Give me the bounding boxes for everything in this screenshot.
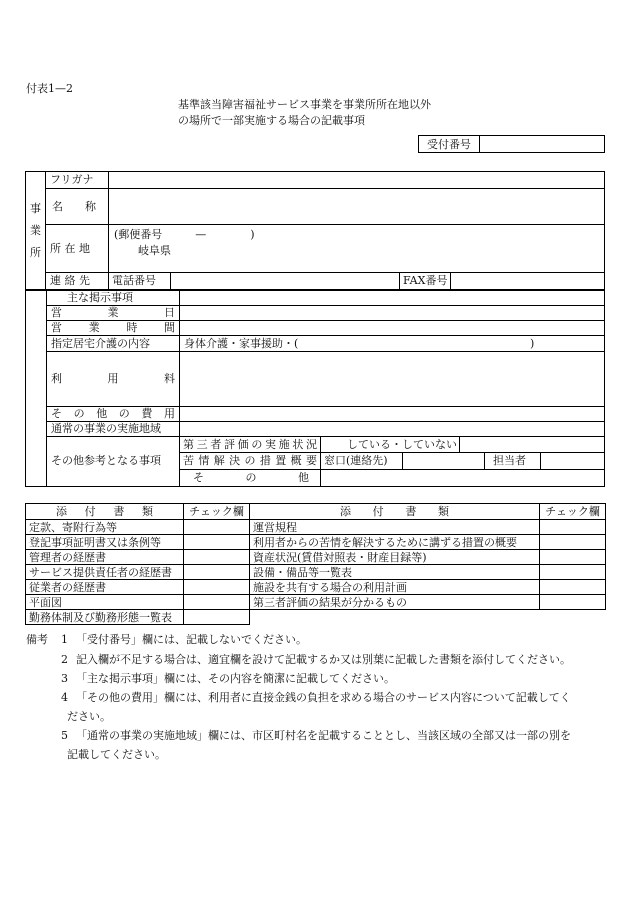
note-4-text: 「その他の費用」欄には、利用者に直接金銭の負担を求める場合のサービス内容について記載してく: [76, 691, 571, 704]
business-hours-row[interactable]: [47, 321, 604, 336]
attachment-check-left-3[interactable]: [184, 550, 250, 565]
address-row[interactable]: [46, 224, 604, 273]
attachment-check-right-7: [540, 610, 606, 625]
office-side-char-2: 業: [30, 224, 41, 237]
attachment-right-5: 施設を共有する場合の利用計画: [250, 580, 540, 595]
fee-label: 利 用 料: [51, 372, 175, 385]
note-3-text: 「主な掲示事項」欄には、その内容を簡潔に記載してください。: [76, 672, 395, 685]
note-1-number: 1: [61, 633, 68, 646]
service-content-close: ): [530, 337, 535, 350]
attachment-check-left-7[interactable]: [184, 610, 250, 625]
person-in-charge-field[interactable]: [541, 453, 604, 469]
address-label: 所 在 地: [50, 242, 90, 255]
attachment-check-left-4[interactable]: [184, 565, 250, 580]
business-days-row[interactable]: [47, 306, 604, 321]
attachment-right-7: [250, 610, 540, 625]
attachment-check-right-4[interactable]: [540, 565, 606, 580]
complaint-window-label: 窓口(連絡先): [324, 454, 388, 467]
attachments-table: [25, 503, 606, 625]
note-3-number: 3: [61, 672, 68, 685]
page-title-line1: 基準該当障害福祉サービス事業を事業所所在地以外: [178, 98, 431, 111]
attachment-left-1: 定款、寄附行為等: [26, 520, 184, 535]
page-title-line2: の場所で一部実施する場合の記載事項: [178, 114, 365, 127]
complaint-label: 苦情解決の措置概要: [183, 454, 317, 467]
office-side-char-1: 事: [30, 202, 41, 215]
furigana-row: [46, 172, 604, 189]
contact-label: 連 絡 先: [50, 274, 90, 287]
attachments-header-docs-left: 添 付 書 類: [26, 504, 184, 520]
attachments-header-check-left: チェック欄: [184, 504, 250, 520]
office-side-label: [26, 172, 46, 289]
fee-row[interactable]: [47, 352, 604, 407]
attachment-check-right-6[interactable]: [540, 595, 606, 610]
name-row[interactable]: [46, 188, 604, 225]
third-party-label: 第三者評価の実施状況: [183, 438, 317, 451]
phone-field[interactable]: [171, 272, 399, 289]
third-party-value[interactable]: している・していない: [347, 438, 457, 451]
service-area-row[interactable]: [47, 422, 604, 437]
prefecture: 岐阜県: [138, 244, 171, 257]
attachment-right-1: 運営規程: [250, 520, 540, 535]
attachments-header-check-right: チェック欄: [540, 504, 606, 520]
fax-field[interactable]: [451, 272, 604, 289]
attachment-check-left-2[interactable]: [184, 535, 250, 550]
attachments-header-docs-right: 添 付 書 類: [250, 504, 540, 520]
name-label: 名 称: [52, 200, 96, 213]
furigana-label: フリガナ: [50, 173, 94, 186]
attachment-check-left-1[interactable]: [184, 520, 250, 535]
note-2-text: 記入欄が不足する場合は、適宜欄を設けて記載するか又は別葉に記載した書類を添付してください。: [76, 653, 571, 666]
other-cost-label: その他の費用: [51, 407, 175, 420]
service-area-label: 通常の事業の実施地域: [51, 422, 161, 435]
business-days-label: 営 業 日: [51, 306, 175, 319]
reception-number-label: 受付番号: [419, 136, 480, 153]
attachment-left-7: 勤務体制及び勤務形態一覧表: [26, 610, 184, 625]
notes-label: 備考: [26, 633, 48, 646]
service-content-value: 身体介護・家事援助・(: [184, 337, 299, 350]
attachment-check-left-5[interactable]: [184, 580, 250, 595]
office-side-char-3: 所: [30, 246, 41, 259]
phone-label: 電話番号: [112, 274, 156, 287]
note-4-number: 4: [61, 691, 68, 704]
attachment-left-5: 従業者の経歴書: [26, 580, 184, 595]
attachment-right-4: 設備・備品等一覧表: [250, 565, 540, 580]
complaint-window-field[interactable]: [403, 453, 483, 469]
other-ref-label: その他参考となる事項: [51, 454, 161, 467]
attachment-check-left-6[interactable]: [184, 595, 250, 610]
fax-label: FAX番号: [403, 274, 448, 287]
attachment-check-right-2[interactable]: [540, 535, 606, 550]
note-5-continuation: 記載してください。: [67, 748, 166, 761]
office-section: [25, 171, 605, 487]
attachment-left-6: 平面図: [26, 595, 184, 610]
reception-number-box: [418, 135, 605, 153]
reception-number-field[interactable]: [480, 136, 605, 153]
business-hours-label: 営 業 時 間: [51, 321, 175, 334]
note-5-text: 「通常の事業の実施地域」欄には、市区町村名を記載することとし、当該区域の全部又は一部の別を: [76, 729, 571, 742]
note-4-continuation: ださい。: [67, 710, 111, 723]
attachment-check-right-1[interactable]: [540, 520, 606, 535]
attachment-left-4: サービス提供責任者の経歴書: [26, 565, 184, 580]
form-id: 付表1—2: [26, 82, 73, 95]
attachment-right-6: 第三者評価の結果が分かるもの: [250, 595, 540, 610]
note-1-text: 「受付番号」欄には、記載しないでください。: [76, 633, 307, 646]
attachment-check-right-3[interactable]: [540, 550, 606, 565]
attachment-left-3: 管理者の経歴書: [26, 550, 184, 565]
person-in-charge-label: 担当者: [493, 454, 526, 467]
contact-row: [46, 272, 604, 289]
notice-header: 主な掲示事項: [67, 291, 133, 304]
attachment-left-2: 登記事項証明書又は条例等: [26, 535, 184, 550]
other-cost-row[interactable]: [47, 407, 604, 422]
attachment-right-3: 資産状況(賃借対照表・財産目録等): [250, 550, 540, 565]
attachment-check-right-5[interactable]: [540, 580, 606, 595]
service-content-row[interactable]: [47, 336, 604, 352]
other-ref-block: [47, 437, 604, 486]
postal-code: (郵便番号 — ): [114, 228, 255, 241]
note-5-number: 5: [61, 729, 68, 742]
others-label: そ の 他: [193, 471, 309, 484]
note-2-number: 2: [61, 653, 68, 666]
service-content-label: 指定居宅介護の内容: [51, 337, 150, 350]
attachment-right-2: 利用者からの苦情を解決するために講ずる措置の概要: [250, 535, 540, 550]
